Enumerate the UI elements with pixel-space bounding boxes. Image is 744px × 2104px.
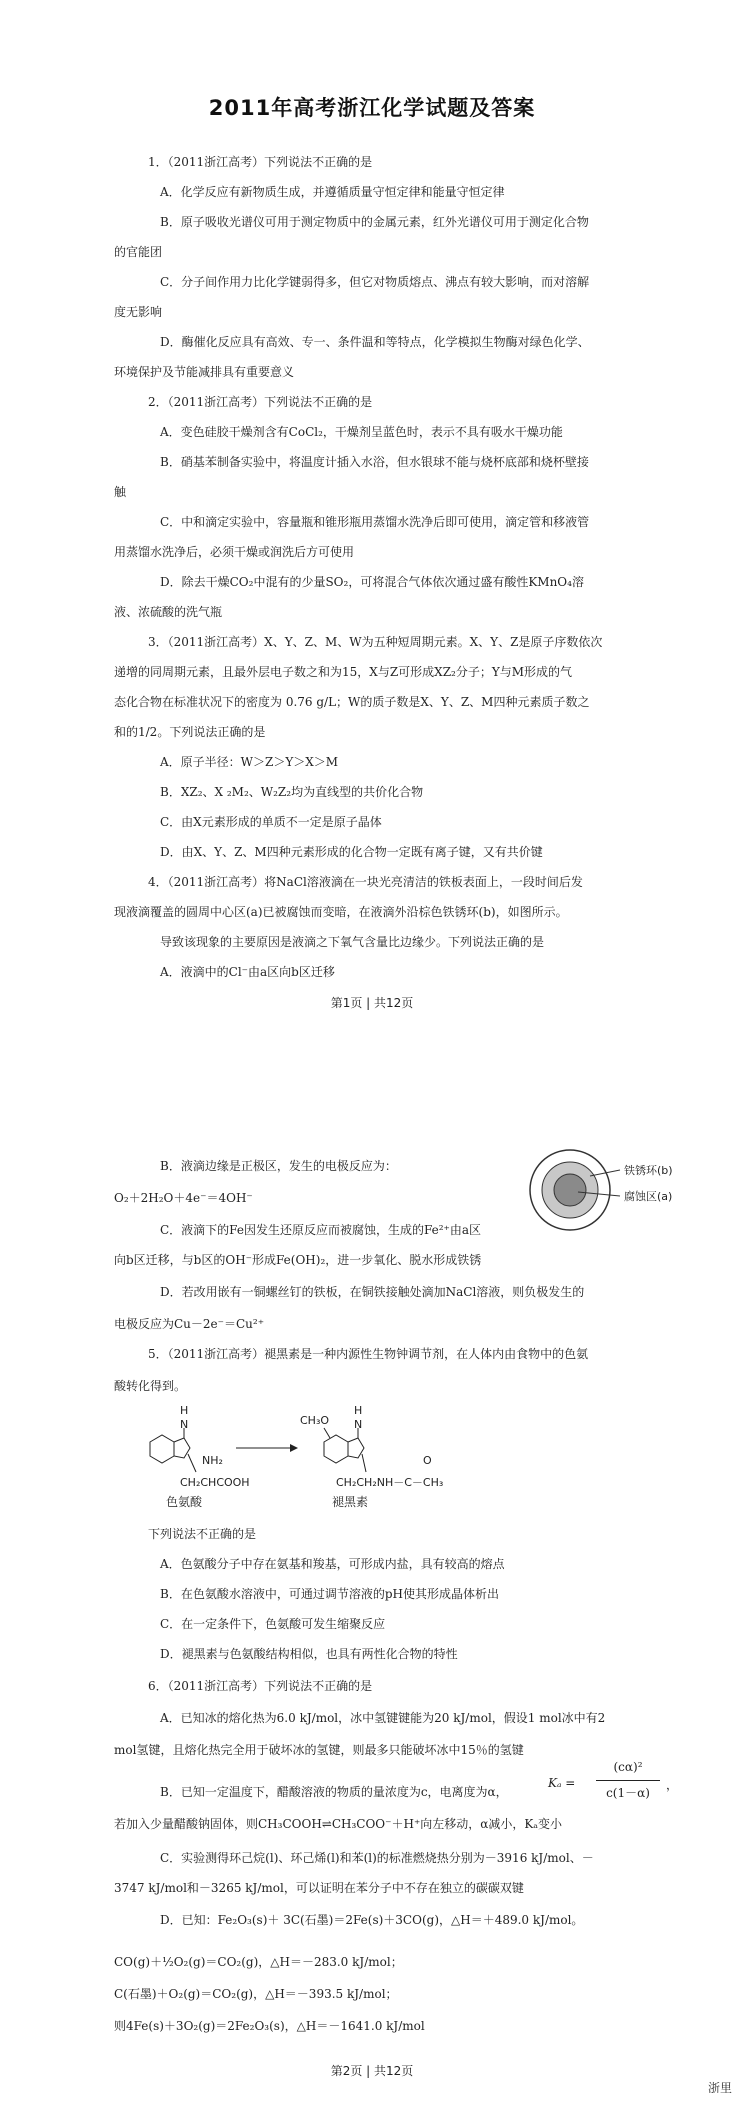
melatonin-h: H [354, 1404, 363, 1417]
q6-option-c: C．实验测得环己烷(l)、环己烯(l)和苯(l)的标准燃烧热分别为－3916 kJ/mol、－ [160, 1851, 594, 1865]
page-2 [0, 1040, 744, 2104]
ka-tail: ， [666, 1778, 679, 1792]
q1-option-d: D．酶催化反应具有高效、专一、条件温和等特点，化学模拟生物酶对绿色化学、 [160, 335, 590, 349]
q1-option-c: C．分子间作用力比化学键弱得多，但它对物质熔点、沸点有较大影响，而对溶解 [160, 275, 590, 289]
q4-stem-cont-2: 导致该现象的主要原因是液滴之下氧气含量比边缘少。下列说法正确的是 [160, 935, 545, 949]
melatonin-carbonyl-o: O [423, 1454, 432, 1467]
q6-option-b: B．已知一定温度下，醋酸溶液的物质的量浓度为c，电离度为α， [160, 1785, 508, 1799]
q5-stem-cont: 酸转化得到。 [114, 1379, 187, 1393]
q2-option-c: C．中和滴定实验中，容量瓶和锥形瓶用蒸馏水洗净后即可使用，滴定管和移液管 [160, 515, 590, 529]
q4-stem-cont-1: 现液滴覆盖的圆周中心区(a)已被腐蚀而变暗，在液滴外沿棕色铁锈环(b)，如图所示。 [114, 905, 568, 919]
melatonin-structure [324, 1428, 366, 1472]
tryptophan-structure [150, 1428, 196, 1472]
tryptophan-side-chain: CH₂CHCOOH [180, 1476, 250, 1489]
melatonin-side-chain: CH₂CH₂NH－C－CH₃ [336, 1476, 444, 1489]
ka-fraction-bar [596, 1780, 660, 1781]
q2-stem: 2．（2011浙江高考）下列说法不正确的是 [148, 395, 373, 409]
q1-stem: 1．（2011浙江高考）下列说法不正确的是 [148, 155, 373, 169]
q4-option-b: B．液滴边缘是正极区，发生的电极反应为： [160, 1159, 397, 1173]
q3-option-b: B．XZ₂、X ₂M₂、W₂Z₂均为直线型的共价化合物 [160, 785, 424, 799]
q5-option-d: D．褪黑素与色氨酸结构相似，也具有两性化合物的特性 [160, 1647, 458, 1661]
q6-option-a: A．已知冰的熔化热为6.0 kJ/mol，冰中氢键键能为20 kJ/mol，假设1 mol冰中有2 [160, 1711, 606, 1725]
q6-option-a-cont: mol氢键，且熔化热完全用于破坏冰的氢键，则最多只能破坏冰中15％的氢键 [114, 1743, 524, 1757]
tryptophan-h: H [180, 1404, 189, 1417]
corner-watermark-text: 浙里 [707, 2081, 732, 2095]
melatonin-ch3o: CH₃O [300, 1414, 330, 1427]
ka-denominator: c(1－α) [606, 1786, 650, 1800]
q6-option-d-eq-3: 则4Fe(s)＋3O₂(g)＝2Fe₂O₃(s)，△H＝－1641.0 kJ/mol [114, 2019, 425, 2033]
q5-option-c: C．在一定条件下，色氨酸可发生缩聚反应 [160, 1617, 386, 1631]
q6-option-d-eq-1: CO(g)＋½O₂(g)＝CO₂(g)，△H＝－283.0 kJ/mol； [114, 1955, 403, 1969]
q1-option-d-cont: 环境保护及节能减排具有重要意义 [114, 365, 295, 379]
tryptophan-label: 色氨酸 [166, 1495, 203, 1509]
q4-option-b-equation: O₂＋2H₂O＋4e⁻＝4OH⁻ [114, 1191, 253, 1205]
q3-stem: 3．（2011浙江高考）X、Y、Z、M、W为五种短周期元素。X、Y、Z是原子序数依次 [148, 635, 603, 649]
rust-ring-label: 铁锈环(b) [624, 1164, 673, 1177]
q4-option-c: C．液滴下的Fe因发生还原反应而被腐蚀，生成的Fe²⁺由a区 [160, 1223, 482, 1237]
q1-option-b-cont: 的官能团 [114, 245, 163, 259]
q3-option-c: C．由X元素形成的单质不一定是原子晶体 [160, 815, 382, 829]
q5-option-a: A．色氨酸分子中存在氨基和羧基，可形成内盐，具有较高的熔点 [160, 1557, 505, 1571]
q1-option-a: A．化学反应有新物质生成，并遵循质量守恒定律和能量守恒定律 [160, 185, 505, 199]
q5-stem: 5．（2011浙江高考）褪黑素是一种内源性生物钟调节剂，在人体内由食物中的色氨 [148, 1347, 589, 1361]
ka-numerator: (cα)² [613, 1760, 643, 1774]
q6-option-c-cont: 3747 kJ/mol和－3265 kJ/mol，可以证明在苯分子中不存在独立的碳碳双键 [114, 1881, 524, 1895]
melatonin-n: N [354, 1418, 363, 1431]
tryptophan-to-melatonin-scheme [140, 1402, 460, 1514]
q3-stem-cont-2: 态化合物在标准状况下的密度为 0.76 g/L；W的质子数是X、Y、Z、M四种元素质子数之 [114, 695, 590, 709]
q3-stem-cont-3: 和的1/2。下列说法正确的是 [114, 725, 266, 739]
q3-option-a: A．原子半径：W＞Z＞Y＞X＞M [160, 755, 339, 769]
q2-option-a: A．变色硅胶干燥剂含有CoCl₂，干燥剂呈蓝色时，表示不具有吸水干燥功能 [160, 425, 563, 439]
q4-option-a: A．液滴中的Cl⁻由a区向b区迁移 [160, 965, 335, 979]
page-1-footer: 第1页 | 共12页 [330, 996, 414, 1010]
corrosion-zone-label: 腐蚀区(a) [624, 1190, 673, 1203]
q4-option-d-cont: 电极反应为Cu－2e⁻＝Cu²⁺ [114, 1317, 265, 1331]
document-title: 2011年高考浙江化学试题及答案 [208, 96, 536, 120]
q1-option-c-cont: 度无影响 [114, 305, 163, 319]
q5-option-b: B．在色氨酸水溶液中，可通过调节溶液的pH使其形成晶体析出 [160, 1587, 499, 1601]
iron-plate-corrosion-figure [520, 1140, 740, 1240]
tryptophan-nh2: NH₂ [202, 1454, 223, 1467]
q6-option-d: D．已知：Fe₂O₃(s)＋ 3C(石墨)＝2Fe(s)＋3CO(g)，△H＝＋489.0 kJ/mol。 [160, 1913, 584, 1927]
q2-option-c-cont: 用蒸馏水洗净后，必须干燥或润洗后方可使用 [114, 545, 355, 559]
q2-option-b: B．硝基苯制备实验中，将温度计插入水浴，但水银球不能与烧杯底部和烧杯壁接 [160, 455, 589, 469]
q2-option-b-cont: 触 [114, 485, 127, 499]
tryptophan-n: N [180, 1418, 189, 1431]
q2-option-d-cont: 液、浓硫酸的洗气瓶 [114, 605, 223, 619]
page-1 [0, 0, 744, 1040]
q3-stem-cont-1: 递增的同周期元素，且最外层电子数之和为15，X与Z可形成XZ₂分子；Y与M形成的气 [114, 665, 573, 679]
q1-option-b: B．原子吸收光谱仪可用于测定物质中的金属元素，红外光谱仪可用于测定化合物 [160, 215, 589, 229]
corrosion-zone-circle [554, 1174, 586, 1206]
melatonin-label: 褪黑素 [332, 1495, 369, 1509]
q5-question: 下列说法不正确的是 [148, 1527, 257, 1541]
q4-option-c-cont: 向b区迁移，与b区的OH⁻形成Fe(OH)₂，进一步氧化、脱水形成铁锈 [114, 1253, 482, 1267]
q6-stem: 6．（2011浙江高考）下列说法不正确的是 [148, 1679, 373, 1693]
q6-option-d-eq-2: C(石墨)＋O₂(g)＝CO₂(g)，△H＝－393.5 kJ/mol； [114, 1987, 398, 2001]
page-2-footer: 第2页 | 共12页 [330, 2064, 414, 2078]
reaction-arrowhead [290, 1444, 298, 1452]
q3-option-d: D．由X、Y、Z、M四种元素形成的化合物一定既有离子键，又有共价键 [160, 845, 543, 859]
ka-lhs: Kₐ = [548, 1776, 576, 1790]
q4-stem: 4．（2011浙江高考）将NaCl溶液滴在一块光亮清洁的铁板表面上，一段时间后发 [148, 875, 583, 889]
q2-option-d: D．除去干燥CO₂中混有的少量SO₂，可将混合气体依次通过盛有酸性KMnO₄溶 [160, 575, 584, 589]
q6-option-b-cont: 若加入少量醋酸钠固体，则CH₃COOH⇌CH₃COO⁻＋H⁺向左移动，α减小，Kₐ变小 [114, 1817, 562, 1831]
q4-option-d: D．若改用嵌有一铜螺丝钉的铁板，在铜铁接触处滴加NaCl溶液，则负极发生的 [160, 1285, 585, 1299]
